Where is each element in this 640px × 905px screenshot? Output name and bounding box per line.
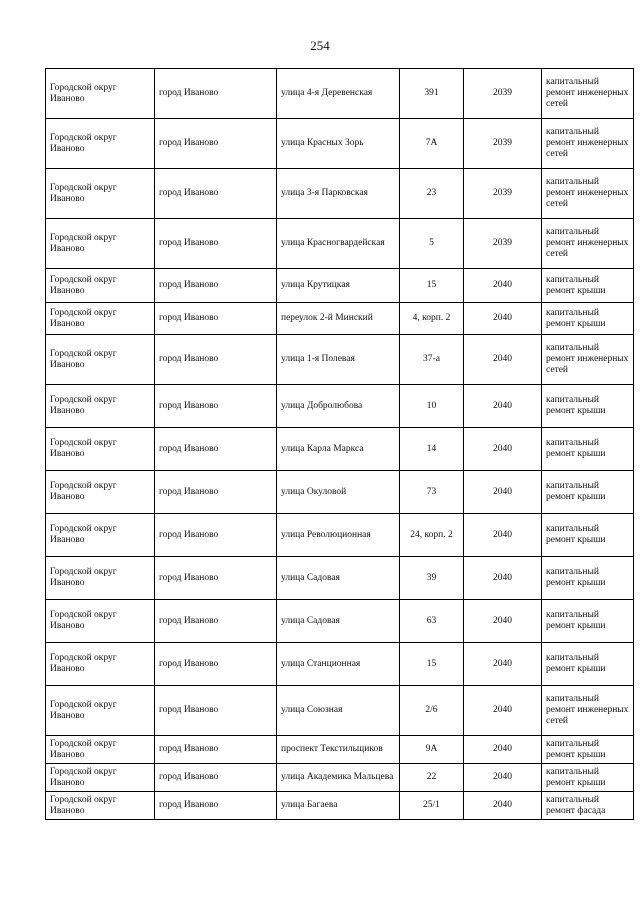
street-cell: проспект Текстильщиков <box>277 736 400 764</box>
table-row <box>46 600 634 643</box>
settlement-cell: город Иваново <box>155 792 277 820</box>
table-row <box>46 219 634 269</box>
municipality-cell: Городской округ Иваново <box>46 643 155 686</box>
year-cell: 2040 <box>464 600 542 643</box>
work-type-cell: капитальный ремонт крыши <box>542 269 634 303</box>
work-type-cell: капитальный ремонт инженерных сетей <box>542 169 634 219</box>
municipality-cell: Городской округ Иваново <box>46 736 155 764</box>
street-cell: улица 3-я Парковская <box>277 169 400 219</box>
work-type-cell: капитальный ремонт крыши <box>542 303 634 335</box>
municipality-cell: Городской округ Иваново <box>46 385 155 428</box>
work-type-cell: капитальный ремонт фасада <box>542 792 634 820</box>
house-cell: 5 <box>400 219 464 269</box>
street-cell: улица Крутицкая <box>277 269 400 303</box>
street-cell: улица 4-я Деревенская <box>277 69 400 119</box>
year-cell: 2040 <box>464 643 542 686</box>
year-cell: 2039 <box>464 69 542 119</box>
house-cell: 15 <box>400 269 464 303</box>
settlement-cell: город Иваново <box>155 119 277 169</box>
work-type-cell: капитальный ремонт крыши <box>542 514 634 557</box>
house-cell: 25/1 <box>400 792 464 820</box>
work-type-cell: капитальный ремонт крыши <box>542 643 634 686</box>
table-row <box>46 514 634 557</box>
house-cell: 7А <box>400 119 464 169</box>
table-row <box>46 764 634 792</box>
year-cell: 2040 <box>464 303 542 335</box>
house-cell: 15 <box>400 643 464 686</box>
work-type-cell: капитальный ремонт инженерных сетей <box>542 335 634 385</box>
year-cell: 2040 <box>464 557 542 600</box>
house-cell: 14 <box>400 428 464 471</box>
settlement-cell: город Иваново <box>155 69 277 119</box>
year-cell: 2040 <box>464 736 542 764</box>
municipality-cell: Городской округ Иваново <box>46 514 155 557</box>
street-cell: улица Станционная <box>277 643 400 686</box>
table-row <box>46 471 634 514</box>
work-type-cell: капитальный ремонт инженерных сетей <box>542 119 634 169</box>
street-cell: улица Карла Маркса <box>277 428 400 471</box>
table-row <box>46 557 634 600</box>
settlement-cell: город Иваново <box>155 428 277 471</box>
house-cell: 2/6 <box>400 686 464 736</box>
house-cell: 391 <box>400 69 464 119</box>
street-cell: улица Окуловой <box>277 471 400 514</box>
settlement-cell: город Иваново <box>155 686 277 736</box>
municipality-cell: Городской округ Иваново <box>46 119 155 169</box>
municipality-cell: Городской округ Иваново <box>46 303 155 335</box>
table-row <box>46 686 634 736</box>
municipality-cell: Городской округ Иваново <box>46 269 155 303</box>
table-row <box>46 169 634 219</box>
year-cell: 2040 <box>464 514 542 557</box>
settlement-cell: город Иваново <box>155 335 277 385</box>
year-cell: 2040 <box>464 428 542 471</box>
street-cell: улица Красногвардейская <box>277 219 400 269</box>
settlement-cell: город Иваново <box>155 514 277 557</box>
street-cell: улица Садовая <box>277 600 400 643</box>
work-type-cell: капитальный ремонт крыши <box>542 600 634 643</box>
year-cell: 2039 <box>464 169 542 219</box>
house-cell: 4, корп. 2 <box>400 303 464 335</box>
year-cell: 2039 <box>464 119 542 169</box>
street-cell: улица Революционная <box>277 514 400 557</box>
street-cell: улица 1-я Полевая <box>277 335 400 385</box>
year-cell: 2040 <box>464 385 542 428</box>
municipality-cell: Городской округ Иваново <box>46 764 155 792</box>
table-row <box>46 269 634 303</box>
house-cell: 24, корп. 2 <box>400 514 464 557</box>
settlement-cell: город Иваново <box>155 219 277 269</box>
year-cell: 2040 <box>464 764 542 792</box>
repair-schedule-table <box>45 68 634 820</box>
year-cell: 2040 <box>464 269 542 303</box>
work-type-cell: капитальный ремонт крыши <box>542 428 634 471</box>
settlement-cell: город Иваново <box>155 736 277 764</box>
settlement-cell: город Иваново <box>155 471 277 514</box>
municipality-cell: Городской округ Иваново <box>46 792 155 820</box>
settlement-cell: город Иваново <box>155 303 277 335</box>
table-row <box>46 335 634 385</box>
work-type-cell: капитальный ремонт инженерных сетей <box>542 219 634 269</box>
municipality-cell: Городской округ Иваново <box>46 69 155 119</box>
street-cell: улица Красных Зорь <box>277 119 400 169</box>
municipality-cell: Городской округ Иваново <box>46 428 155 471</box>
settlement-cell: город Иваново <box>155 169 277 219</box>
year-cell: 2040 <box>464 471 542 514</box>
work-type-cell: капитальный ремонт крыши <box>542 557 634 600</box>
house-cell: 9А <box>400 736 464 764</box>
settlement-cell: город Иваново <box>155 557 277 600</box>
work-type-cell: капитальный ремонт крыши <box>542 385 634 428</box>
house-cell: 73 <box>400 471 464 514</box>
year-cell: 2040 <box>464 686 542 736</box>
work-type-cell: капитальный ремонт крыши <box>542 764 634 792</box>
table-row <box>46 736 634 764</box>
street-cell: улица Садовая <box>277 557 400 600</box>
work-type-cell: капитальный ремонт инженерных сетей <box>542 69 634 119</box>
municipality-cell: Городской округ Иваново <box>46 600 155 643</box>
settlement-cell: город Иваново <box>155 764 277 792</box>
street-cell: улица Багаева <box>277 792 400 820</box>
settlement-cell: город Иваново <box>155 385 277 428</box>
table-row <box>46 792 634 820</box>
house-cell: 10 <box>400 385 464 428</box>
municipality-cell: Городской округ Иваново <box>46 335 155 385</box>
municipality-cell: Городской округ Иваново <box>46 219 155 269</box>
house-cell: 63 <box>400 600 464 643</box>
page-number: 254 <box>310 38 330 53</box>
municipality-cell: Городской округ Иваново <box>46 169 155 219</box>
street-cell: улица Академика Мальцева <box>277 764 400 792</box>
house-cell: 39 <box>400 557 464 600</box>
table-row <box>46 428 634 471</box>
settlement-cell: город Иваново <box>155 269 277 303</box>
work-type-cell: капитальный ремонт крыши <box>542 471 634 514</box>
table-row <box>46 119 634 169</box>
table-row <box>46 643 634 686</box>
municipality-cell: Городской округ Иваново <box>46 471 155 514</box>
settlement-cell: город Иваново <box>155 600 277 643</box>
house-cell: 37-а <box>400 335 464 385</box>
table-row <box>46 303 634 335</box>
municipality-cell: Городской округ Иваново <box>46 686 155 736</box>
table-row <box>46 69 634 119</box>
table-row <box>46 385 634 428</box>
year-cell: 2040 <box>464 792 542 820</box>
street-cell: улица Добролюбова <box>277 385 400 428</box>
work-type-cell: капитальный ремонт инженерных сетей <box>542 686 634 736</box>
work-type-cell: капитальный ремонт крыши <box>542 736 634 764</box>
municipality-cell: Городской округ Иваново <box>46 557 155 600</box>
house-cell: 22 <box>400 764 464 792</box>
year-cell: 2039 <box>464 219 542 269</box>
street-cell: улица Союзная <box>277 686 400 736</box>
year-cell: 2040 <box>464 335 542 385</box>
street-cell: переулок 2-й Минский <box>277 303 400 335</box>
settlement-cell: город Иваново <box>155 643 277 686</box>
house-cell: 23 <box>400 169 464 219</box>
